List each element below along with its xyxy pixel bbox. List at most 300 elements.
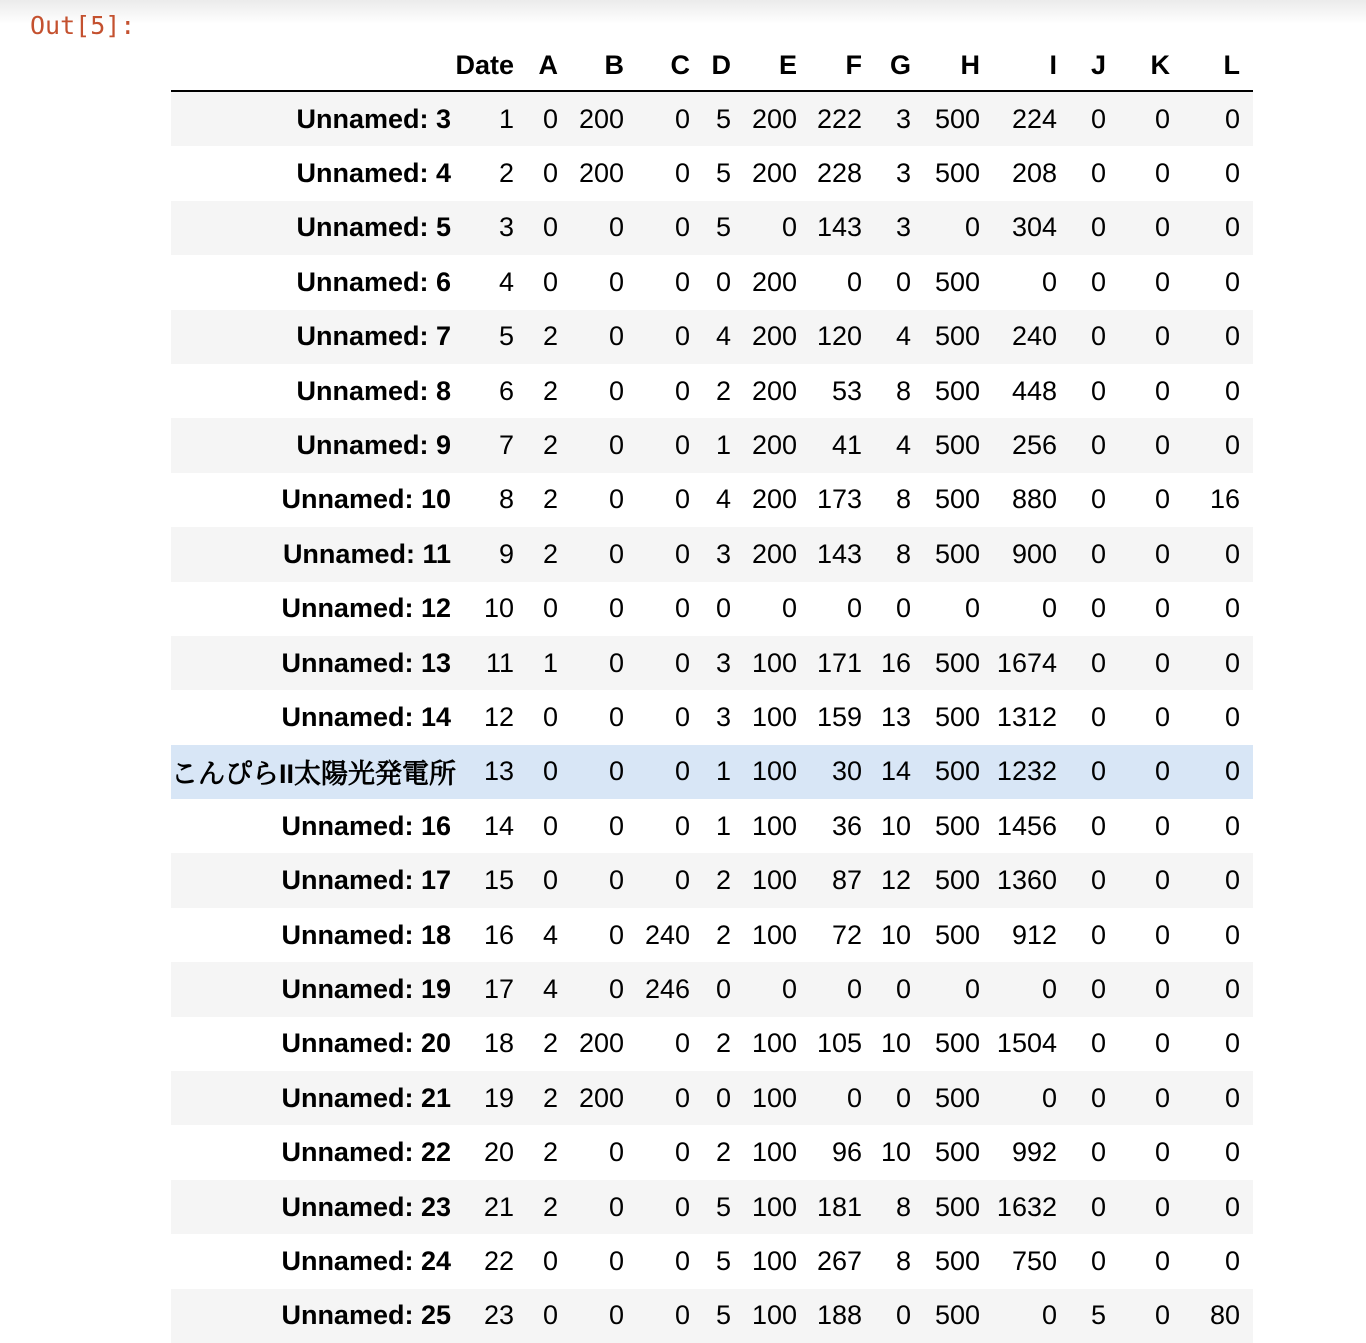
table-cell: 0	[1154, 810, 1170, 841]
table-row	[171, 1289, 1253, 1343]
dataframe-container	[171, 40, 1253, 1343]
table-cell: 304	[1011, 212, 1057, 243]
table-cell: 0	[608, 1245, 624, 1276]
table-cell: 0	[1224, 1137, 1240, 1168]
table-cell: 2	[542, 430, 558, 461]
table-cell: 1456	[996, 810, 1057, 841]
table-cell: 3	[715, 701, 731, 732]
table-cell: 0	[1090, 430, 1106, 461]
table-cell: 500	[934, 430, 980, 461]
table-cell: 0	[674, 158, 690, 189]
table-cell: 5	[715, 103, 731, 134]
table-cell: 0	[1224, 1245, 1240, 1276]
table-cell: 0	[1224, 212, 1240, 243]
column-header-c: C	[624, 40, 690, 91]
row-label: Unnamed: 20	[281, 1028, 451, 1059]
table-cell: 240	[644, 919, 690, 950]
table-cell: 2	[542, 375, 558, 406]
table-cell: 0	[1090, 321, 1106, 352]
table-cell: 0	[1154, 212, 1170, 243]
table-cell: 10	[880, 919, 911, 950]
table-cell: 0	[608, 756, 624, 787]
index-corner-cell	[171, 40, 451, 91]
table-cell: 0	[1224, 375, 1240, 406]
table-cell: 0	[1154, 375, 1170, 406]
table-cell: 0	[1154, 1137, 1170, 1168]
table-row	[171, 962, 1253, 1016]
table-cell: 0	[674, 266, 690, 297]
table-cell: 500	[934, 1245, 980, 1276]
table-cell: 0	[1090, 1191, 1106, 1222]
table-cell: 100	[751, 1191, 797, 1222]
table-cell: 100	[751, 647, 797, 678]
table-cell: 19	[483, 1082, 514, 1113]
table-cell: 0	[1090, 919, 1106, 950]
table-row	[171, 255, 1253, 309]
table-cell: 0	[542, 865, 558, 896]
table-cell: 0	[1224, 865, 1240, 896]
table-cell: 21	[483, 1191, 514, 1222]
table-cell: 0	[608, 647, 624, 678]
table-cell: 0	[674, 647, 690, 678]
table-cell: 10	[880, 1028, 911, 1059]
table-cell: 500	[934, 1300, 980, 1331]
table-cell: 0	[608, 919, 624, 950]
table-cell: 0	[1090, 266, 1106, 297]
table-cell: 0	[781, 593, 797, 624]
table-cell: 0	[781, 973, 797, 1004]
table-cell: 256	[1011, 430, 1057, 461]
table-cell: 8	[895, 375, 911, 406]
table-row	[171, 690, 1253, 744]
table-cell: 200	[578, 103, 624, 134]
table-cell: 200	[751, 375, 797, 406]
table-cell: 105	[816, 1028, 862, 1059]
table-row	[171, 418, 1253, 472]
column-header-h: H	[911, 40, 980, 91]
column-header-date: Date	[451, 40, 514, 91]
table-cell: 0	[895, 593, 911, 624]
row-label: Unnamed: 11	[282, 538, 451, 569]
table-cell: 100	[751, 1082, 797, 1113]
table-cell: 3	[895, 103, 911, 134]
table-row	[171, 853, 1253, 907]
table-cell: 0	[674, 1028, 690, 1059]
table-cell: 0	[895, 973, 911, 1004]
table-cell: 2	[715, 919, 731, 950]
table-cell: 500	[934, 1082, 980, 1113]
table-cell: 500	[934, 484, 980, 515]
table-cell: 15	[483, 865, 514, 896]
table-cell: 23	[483, 1300, 514, 1331]
table-cell: 0	[1154, 430, 1170, 461]
table-cell: 10	[880, 810, 911, 841]
table-cell: 5	[715, 1300, 731, 1331]
table-cell: 240	[1011, 321, 1057, 352]
table-cell: 0	[1154, 158, 1170, 189]
table-cell: 0	[674, 1300, 690, 1331]
table-cell: 0	[1154, 919, 1170, 950]
table-cell: 0	[608, 1137, 624, 1168]
table-cell: 0	[895, 1082, 911, 1113]
table-cell: 143	[816, 538, 862, 569]
table-cell: 200	[751, 538, 797, 569]
table-cell: 0	[715, 593, 731, 624]
table-cell: 100	[751, 756, 797, 787]
row-label: Unnamed: 12	[281, 593, 451, 624]
table-cell: 500	[934, 1137, 980, 1168]
table-cell: 0	[846, 1082, 862, 1113]
table-cell: 0	[674, 103, 690, 134]
table-cell: 4	[498, 266, 514, 297]
table-cell: 448	[1011, 375, 1057, 406]
table-row	[171, 1017, 1253, 1071]
column-header-i: I	[980, 40, 1057, 91]
table-cell: 41	[831, 430, 862, 461]
table-cell: 0	[1154, 1028, 1170, 1059]
table-cell: 2	[542, 538, 558, 569]
row-label: Unnamed: 5	[296, 212, 451, 243]
table-cell: 1312	[996, 701, 1057, 732]
table-cell: 22	[483, 1245, 514, 1276]
table-cell: 2	[715, 1028, 731, 1059]
table-cell: 4	[542, 973, 558, 1004]
table-row	[171, 364, 1253, 418]
dataframe-table	[171, 40, 1253, 1343]
row-label: Unnamed: 16	[281, 810, 451, 841]
column-header-k: K	[1106, 40, 1170, 91]
table-cell: 2	[498, 158, 514, 189]
row-label: Unnamed: 17	[281, 865, 451, 896]
table-cell: 16	[880, 647, 911, 678]
table-cell: 0	[674, 756, 690, 787]
table-row	[171, 310, 1253, 364]
table-cell: 4	[895, 321, 911, 352]
table-cell: 0	[1041, 1082, 1057, 1113]
table-cell: 0	[1224, 103, 1240, 134]
table-cell: 500	[934, 103, 980, 134]
table-cell: 0	[542, 701, 558, 732]
table-cell: 100	[751, 1137, 797, 1168]
table-cell: 0	[1090, 103, 1106, 134]
table-cell: 1674	[996, 647, 1057, 678]
column-header-j: J	[1057, 40, 1106, 91]
table-cell: 4	[715, 321, 731, 352]
table-cell: 80	[1209, 1300, 1240, 1331]
table-cell: 0	[1154, 1245, 1170, 1276]
column-header-b: B	[558, 40, 624, 91]
table-cell: 1360	[996, 865, 1057, 896]
table-cell: 500	[934, 158, 980, 189]
table-cell: 224	[1011, 103, 1057, 134]
table-cell: 0	[1154, 647, 1170, 678]
table-cell: 0	[1154, 973, 1170, 1004]
row-label: Unnamed: 8	[296, 375, 451, 406]
table-cell: 16	[1209, 484, 1240, 515]
table-cell: 0	[1090, 1245, 1106, 1276]
table-cell: 0	[1154, 1300, 1170, 1331]
table-cell: 0	[674, 430, 690, 461]
table-cell: 0	[1154, 266, 1170, 297]
table-cell: 0	[608, 973, 624, 1004]
table-row	[171, 91, 1253, 146]
table-cell: 0	[1090, 484, 1106, 515]
table-cell: 0	[1090, 593, 1106, 624]
table-cell: 0	[674, 375, 690, 406]
table-cell: 0	[1224, 701, 1240, 732]
table-cell: 912	[1011, 919, 1057, 950]
table-cell: 0	[1090, 1028, 1106, 1059]
column-header-l: L	[1170, 40, 1253, 91]
table-cell: 200	[751, 103, 797, 134]
table-cell: 17	[483, 973, 514, 1004]
table-cell: 0	[1154, 593, 1170, 624]
table-cell: 96	[831, 1137, 862, 1168]
table-cell: 181	[816, 1191, 862, 1222]
table-cell: 100	[751, 919, 797, 950]
table-cell: 0	[1224, 593, 1240, 624]
table-cell: 200	[578, 1028, 624, 1059]
table-cell: 4	[542, 919, 558, 950]
table-cell: 500	[934, 865, 980, 896]
table-cell: 143	[816, 212, 862, 243]
table-cell: 1	[715, 810, 731, 841]
table-cell: 7	[498, 430, 514, 461]
table-cell: 0	[846, 973, 862, 1004]
table-cell: 900	[1011, 538, 1057, 569]
table-cell: 0	[542, 158, 558, 189]
table-cell: 208	[1011, 158, 1057, 189]
table-cell: 0	[895, 266, 911, 297]
table-row	[171, 473, 1253, 527]
table-cell: 200	[751, 321, 797, 352]
table-cell: 188	[816, 1300, 862, 1331]
table-cell: 3	[895, 158, 911, 189]
table-cell: 0	[1154, 484, 1170, 515]
table-row	[171, 908, 1253, 962]
table-cell: 0	[1224, 1191, 1240, 1222]
table-cell: 0	[608, 701, 624, 732]
table-cell: 228	[816, 158, 862, 189]
table-cell: 200	[751, 484, 797, 515]
table-cell: 5	[1090, 1300, 1106, 1331]
table-cell: 0	[1224, 973, 1240, 1004]
table-cell: 10	[880, 1137, 911, 1168]
table-cell: 500	[934, 756, 980, 787]
table-cell: 14	[483, 810, 514, 841]
table-cell: 0	[1224, 266, 1240, 297]
row-label: Unnamed: 6	[296, 266, 451, 297]
table-cell: 0	[1154, 756, 1170, 787]
table-cell: 0	[1041, 973, 1057, 1004]
table-cell: 2	[542, 1191, 558, 1222]
dataframe-body	[171, 91, 1253, 1343]
table-cell: 0	[542, 593, 558, 624]
table-cell: 0	[674, 484, 690, 515]
table-cell: 0	[608, 865, 624, 896]
table-row	[171, 1125, 1253, 1179]
table-cell: 0	[1154, 701, 1170, 732]
row-label: Unnamed: 22	[281, 1137, 451, 1168]
table-cell: 0	[608, 321, 624, 352]
table-cell: 200	[751, 430, 797, 461]
table-cell: 500	[934, 375, 980, 406]
table-cell: 0	[1154, 865, 1170, 896]
table-cell: 992	[1011, 1137, 1057, 1168]
table-cell: 10	[483, 593, 514, 624]
table-cell: 13	[483, 756, 514, 787]
table-cell: 0	[1224, 321, 1240, 352]
table-cell: 0	[1041, 266, 1057, 297]
table-cell: 2	[542, 1137, 558, 1168]
table-cell: 3	[895, 212, 911, 243]
table-cell: 500	[934, 321, 980, 352]
table-cell: 0	[846, 266, 862, 297]
table-row	[171, 1234, 1253, 1288]
table-cell: 0	[674, 865, 690, 896]
table-cell: 8	[895, 1245, 911, 1276]
table-cell: 0	[964, 212, 980, 243]
row-label: Unnamed: 10	[281, 484, 451, 515]
table-cell: 500	[934, 538, 980, 569]
table-row	[171, 582, 1253, 636]
table-cell: 0	[1041, 1300, 1057, 1331]
table-cell: 0	[1154, 1191, 1170, 1222]
table-cell: 0	[1154, 1082, 1170, 1113]
table-cell: 0	[1224, 756, 1240, 787]
table-cell: 0	[1090, 973, 1106, 1004]
table-cell: 267	[816, 1245, 862, 1276]
table-cell: 0	[1154, 538, 1170, 569]
row-label: こんぴらII太陽光発電所	[171, 759, 457, 790]
table-cell: 4	[895, 430, 911, 461]
row-label: Unnamed: 3	[296, 103, 451, 134]
table-cell: 72	[831, 919, 862, 950]
table-cell: 0	[1090, 810, 1106, 841]
table-cell: 222	[816, 103, 862, 134]
table-cell: 0	[1090, 1137, 1106, 1168]
table-cell: 0	[964, 593, 980, 624]
table-cell: 0	[1224, 158, 1240, 189]
table-row	[171, 146, 1253, 200]
table-cell: 0	[542, 212, 558, 243]
table-cell: 0	[542, 756, 558, 787]
table-cell: 0	[542, 810, 558, 841]
table-cell: 3	[498, 212, 514, 243]
table-cell: 200	[751, 158, 797, 189]
table-cell: 0	[781, 212, 797, 243]
table-cell: 200	[578, 1082, 624, 1113]
table-cell: 0	[846, 593, 862, 624]
table-cell: 0	[1090, 538, 1106, 569]
table-cell: 16	[483, 919, 514, 950]
table-cell: 0	[1090, 756, 1106, 787]
table-cell: 0	[674, 593, 690, 624]
table-row	[171, 527, 1253, 581]
row-label: Unnamed: 19	[281, 973, 451, 1004]
table-cell: 171	[816, 647, 862, 678]
table-cell: 53	[831, 375, 862, 406]
table-cell: 5	[715, 1245, 731, 1276]
table-cell: 0	[542, 103, 558, 134]
table-cell: 0	[715, 1082, 731, 1113]
table-cell: 1504	[996, 1028, 1057, 1059]
table-cell: 0	[674, 212, 690, 243]
table-cell: 20	[483, 1137, 514, 1168]
table-cell: 0	[1041, 593, 1057, 624]
table-cell: 5	[498, 321, 514, 352]
table-cell: 0	[1224, 647, 1240, 678]
table-cell: 5	[715, 158, 731, 189]
table-cell: 0	[542, 266, 558, 297]
table-cell: 880	[1011, 484, 1057, 515]
table-cell: 5	[715, 212, 731, 243]
column-header-f: F	[797, 40, 862, 91]
table-cell: 4	[715, 484, 731, 515]
table-cell: 0	[608, 266, 624, 297]
table-cell: 1	[715, 756, 731, 787]
table-cell: 8	[498, 484, 514, 515]
table-cell: 0	[715, 973, 731, 1004]
table-cell: 100	[751, 865, 797, 896]
table-cell: 0	[608, 1191, 624, 1222]
table-cell: 0	[542, 1245, 558, 1276]
dataframe-header	[171, 40, 1253, 91]
header-row	[171, 40, 1253, 91]
table-cell: 2	[715, 375, 731, 406]
row-label: Unnamed: 13	[281, 647, 451, 678]
row-label: Unnamed: 9	[296, 430, 451, 461]
table-cell: 30	[831, 756, 862, 787]
row-label: Unnamed: 21	[281, 1082, 451, 1113]
table-cell: 1232	[996, 756, 1057, 787]
table-cell: 0	[608, 430, 624, 461]
table-cell: 0	[674, 1137, 690, 1168]
table-cell: 1	[715, 430, 731, 461]
table-cell: 1632	[996, 1191, 1057, 1222]
table-cell: 0	[1154, 103, 1170, 134]
column-header-e: E	[731, 40, 797, 91]
table-cell: 500	[934, 647, 980, 678]
table-cell: 0	[608, 593, 624, 624]
column-header-g: G	[862, 40, 911, 91]
table-cell: 0	[1090, 865, 1106, 896]
table-cell: 0	[674, 701, 690, 732]
table-cell: 2	[542, 484, 558, 515]
row-label: Unnamed: 7	[296, 321, 451, 352]
table-cell: 500	[934, 810, 980, 841]
table-cell: 0	[674, 321, 690, 352]
table-cell: 173	[816, 484, 862, 515]
table-cell: 500	[934, 919, 980, 950]
row-label: Unnamed: 18	[281, 919, 451, 950]
table-cell: 100	[751, 1300, 797, 1331]
table-cell: 100	[751, 1245, 797, 1276]
table-row	[171, 1071, 1253, 1125]
table-cell: 0	[1224, 810, 1240, 841]
table-cell: 200	[578, 158, 624, 189]
table-cell: 0	[1224, 919, 1240, 950]
table-cell: 0	[1090, 1082, 1106, 1113]
table-cell: 2	[542, 1028, 558, 1059]
table-cell: 87	[831, 865, 862, 896]
table-cell: 0	[1154, 321, 1170, 352]
table-cell: 0	[1090, 158, 1106, 189]
table-cell: 0	[674, 538, 690, 569]
table-cell: 9	[498, 538, 514, 569]
table-cell: 2	[715, 865, 731, 896]
table-cell: 0	[542, 1300, 558, 1331]
